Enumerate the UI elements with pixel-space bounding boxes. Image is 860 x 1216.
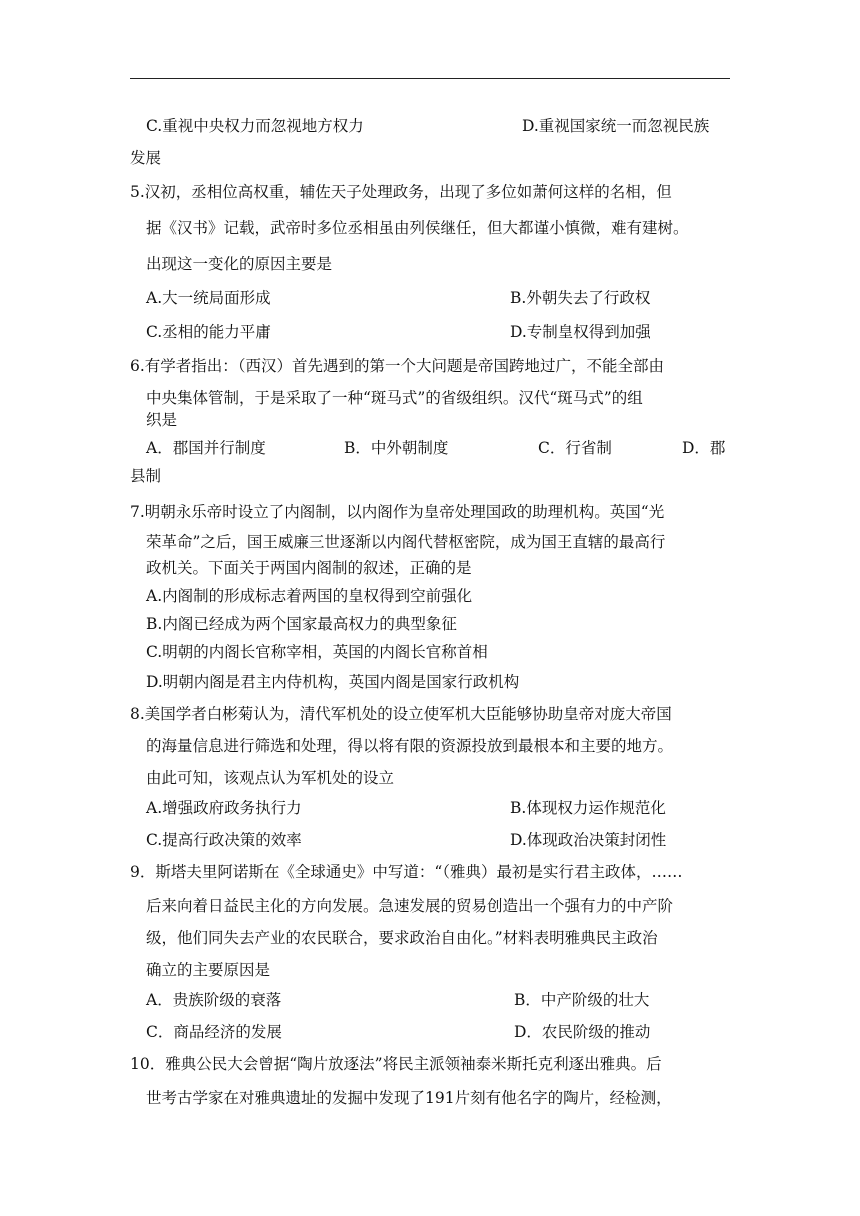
q6-option-a: A．郡国并行制度 (146, 439, 266, 457)
q4-option-c: C.重视中央权力而忽视地方权力 (146, 117, 364, 135)
q8-option-a: A.增强政府政务执行力 (146, 799, 302, 817)
q8-option-d: D.体现政治决策封闭性 (510, 831, 667, 849)
q6-option-d-continued: 县制 (130, 467, 162, 485)
q4-option-d-continued: 发展 (130, 149, 162, 167)
q7-stem-line-1: 7.明朝永乐帝时设立了内阁制，以内阁作为皇帝处理国政的助理机构。英国“光 (130, 503, 665, 521)
q8-option-c: C.提高行政决策的效率 (146, 831, 302, 849)
q5-stem-line-3: 出现这一变化的原因主要是 (146, 255, 333, 273)
q9-stem-line-3: 级，他们同失去产业的农民联合，要求政治自由化。”材料表明雅典民主政治 (146, 929, 658, 947)
q6-stem-line-1: 6.有学者指出：（西汉）首先遇到的第一个大问题是帝国跨地过广，不能全部由 (130, 357, 665, 375)
q7-option-b: B.内阁已经成为两个国家最高权力的典型象征 (146, 615, 457, 633)
q6-stem-line-2: 中央集体管制，于是采取了一种“斑马式”的省级组织。汉代“斑马式”的组 (146, 389, 643, 407)
q9-stem-line-1: 9．斯塔夫里阿诺斯在《全球通史》中写道：“（雅典）最初是实行君主政体，…… (130, 863, 683, 881)
q5-option-a: A.大一统局面形成 (146, 289, 271, 307)
q9-option-d: D．农民阶级的推动 (514, 1023, 651, 1041)
q6-option-b: B．中外朝制度 (344, 439, 449, 457)
q5-option-b: B.外朝失去了行政权 (510, 289, 651, 307)
q7-option-c: C.明朝的内阁长官称宰相，英国的内阁长官称首相 (146, 643, 488, 661)
q9-option-b: B．中产阶级的壮大 (514, 991, 650, 1009)
q7-option-a: A.内阁制的形成标志着两国的皇权得到空前强化 (146, 587, 473, 605)
q6-option-d: D．郡 (682, 439, 726, 457)
q10-stem-line-1: 10．雅典公民大会曾据“陶片放逐法”将民主派领袖泰米斯托克利逐出雅典。后 (130, 1055, 662, 1073)
q6-option-c: C．行省制 (538, 439, 612, 457)
q8-stem-line-2: 的海量信息进行筛选和处理，得以将有限的资源投放到最根本和主要的地方。 (146, 737, 674, 755)
q9-option-a: A．贵族阶级的衰落 (146, 991, 282, 1009)
q9-option-c: C．商品经济的发展 (146, 1023, 282, 1041)
q6-stem-line-3: 织是 (146, 411, 178, 429)
q4-option-d: D.重视国家统一而忽视民族 (522, 117, 710, 135)
q5-stem-line-2: 据《汉书》记载，武帝时多位丞相虽由列侯继任，但大都谨小慎微，难有建树。 (146, 219, 689, 237)
q9-stem-line-2: 后来向着日益民主化的方向发展。急速发展的贸易创造出一个强有力的中产阶 (146, 897, 674, 915)
header-rule (130, 78, 730, 79)
q8-option-b: B.体现权力运作规范化 (510, 799, 666, 817)
q8-stem-line-1: 8.美国学者白彬菊认为，清代军机处的设立使军机大臣能够协助皇帝对庞大帝国 (130, 705, 672, 723)
q7-stem-line-3: 政机关。下面关于两国内阁制的叙述，正确的是 (146, 559, 472, 577)
q7-option-d: D.明朝内阁是君主内侍机构，英国内阁是国家行政机构 (146, 673, 520, 691)
q7-stem-line-2: 荣革命”之后，国王威廉三世逐渐以内阁代替枢密院，成为国王直辖的最高行 (146, 533, 666, 551)
q5-option-d: D.专制皇权得到加强 (510, 323, 651, 341)
q5-option-c: C.丞相的能力平庸 (146, 323, 271, 341)
q8-stem-line-3: 由此可知，该观点认为军机处的设立 (146, 769, 395, 787)
q9-stem-line-4: 确立的主要原因是 (146, 961, 271, 979)
q5-stem-line-1: 5.汉初，丞相位高权重，辅佐天子处理政务，出现了多位如萧何这样的名相，但 (130, 183, 672, 201)
q10-stem-line-2: 世考古学家在对雅典遗址的发掘中发现了191片刻有他名字的陶片，经检测， (146, 1089, 672, 1107)
